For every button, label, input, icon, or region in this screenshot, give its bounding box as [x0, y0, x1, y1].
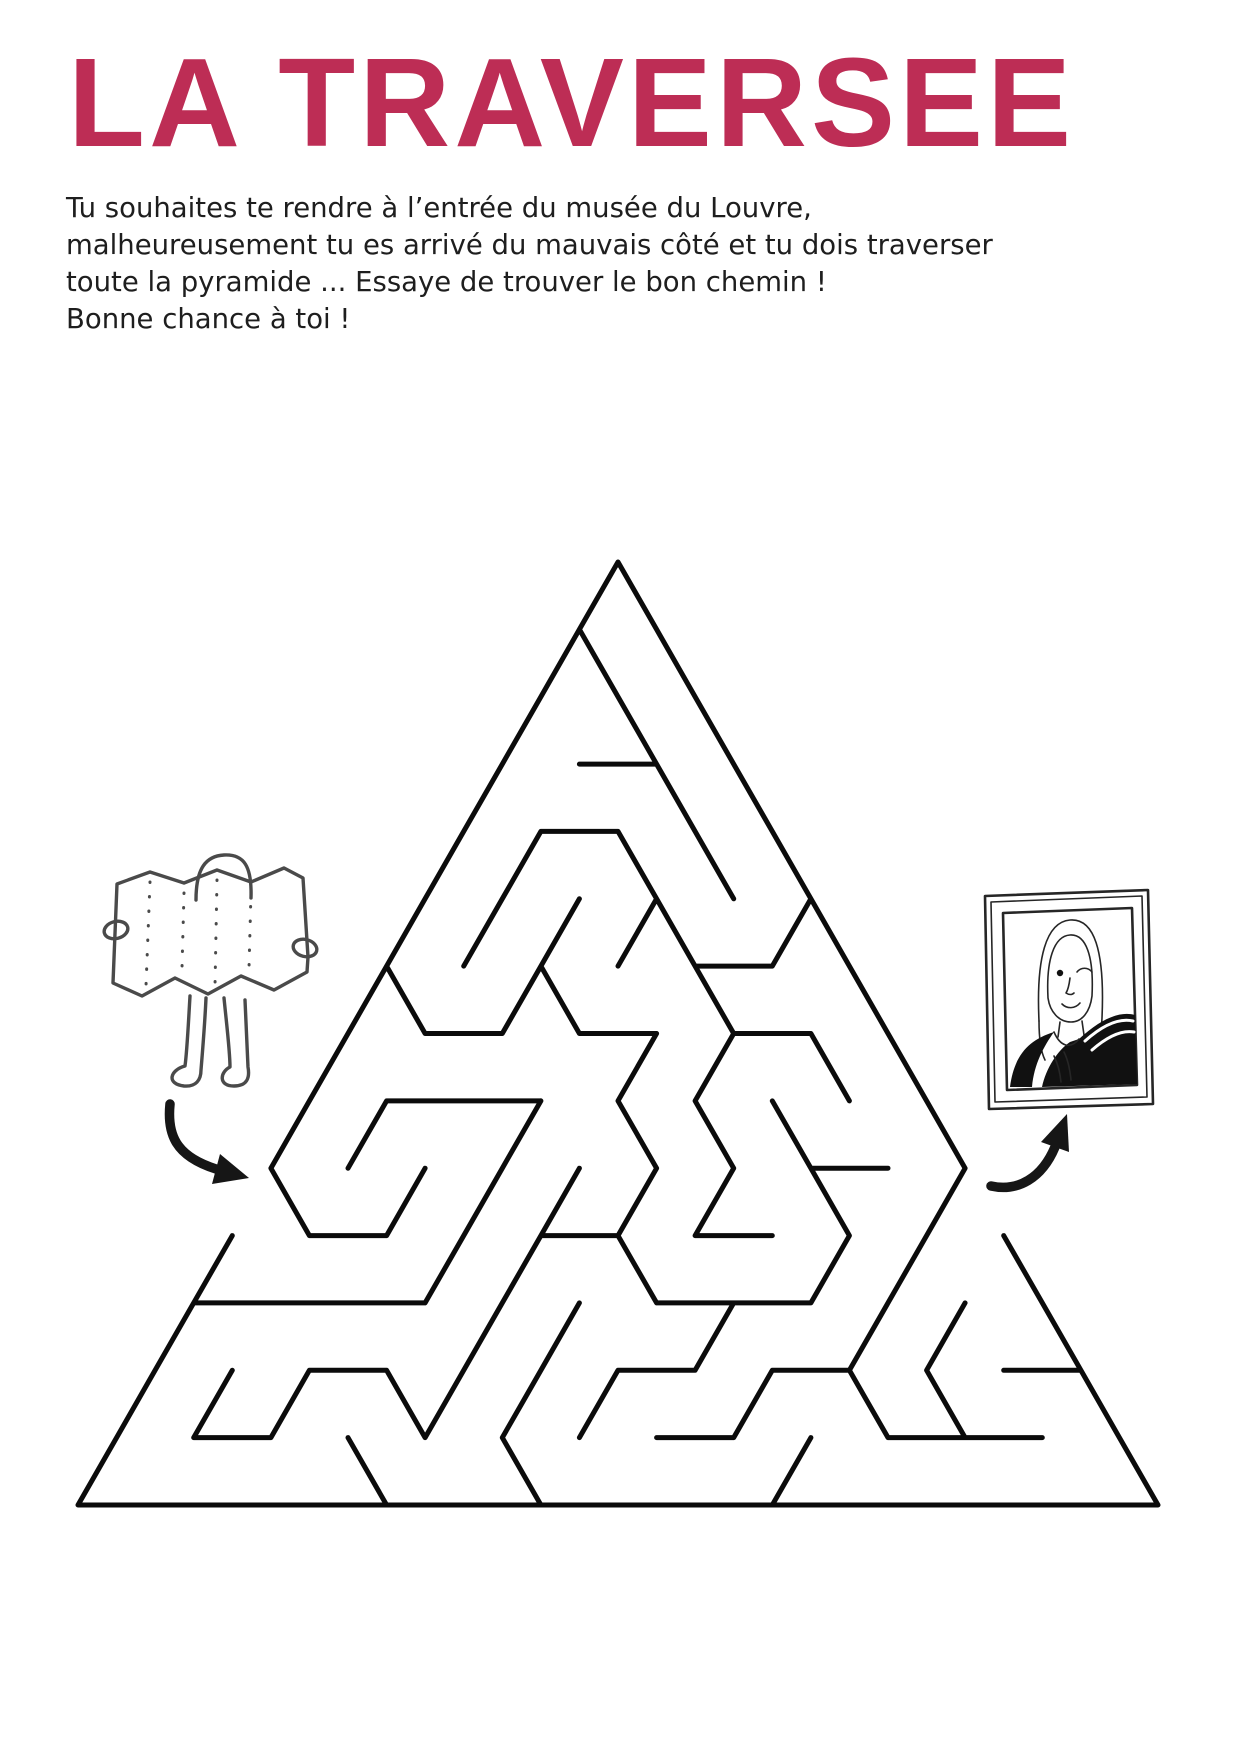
intro-line-3: toute la pyramide ... Essaye de trouver le bon chemin ! — [66, 266, 827, 298]
mona-open-eye — [1057, 970, 1063, 976]
mona-wink-eye — [1077, 968, 1092, 972]
entrance-arrow-shaft — [169, 1104, 216, 1169]
visitor-left-leg — [172, 996, 206, 1086]
pyramid-maze — [78, 562, 1158, 1505]
exit-arrow-shaft — [991, 1147, 1055, 1187]
curved-entrance-arrow-icon — [169, 1104, 249, 1184]
map-fold-dotted-line — [215, 880, 217, 986]
mona-neck-right — [1082, 1021, 1084, 1035]
mona-lisa-painting-icon — [985, 890, 1153, 1109]
map-outline — [113, 868, 308, 996]
intro-line-4: Bonne chance à toi ! — [66, 303, 351, 335]
mona-neck-left — [1058, 1022, 1060, 1037]
exit-arrow-head — [1041, 1114, 1069, 1152]
maze-walls-path — [78, 562, 1158, 1505]
map-fold-dotted-line — [146, 882, 150, 986]
entrance-arrow-head — [212, 1154, 249, 1184]
mona-nose — [1066, 978, 1074, 995]
map-fold-dotted-line — [249, 892, 251, 968]
page-title: LA TRAVERSEE — [68, 32, 1076, 173]
intro-line-1: Tu souhaites te rendre à l’entrée du musée du Louvre, — [66, 192, 812, 224]
mona-smile — [1062, 1003, 1080, 1008]
curved-exit-arrow-icon — [991, 1114, 1069, 1187]
intro-line-2: malheureusement tu es arrivé du mauvais côté et tu dois traverser — [66, 229, 993, 261]
mona-shawl-right — [1042, 1014, 1137, 1087]
visitor-with-map-icon — [102, 855, 318, 1086]
visitor-right-leg — [222, 998, 248, 1086]
visitor-right-hand — [291, 937, 318, 959]
map-fold-dotted-line — [182, 893, 184, 968]
